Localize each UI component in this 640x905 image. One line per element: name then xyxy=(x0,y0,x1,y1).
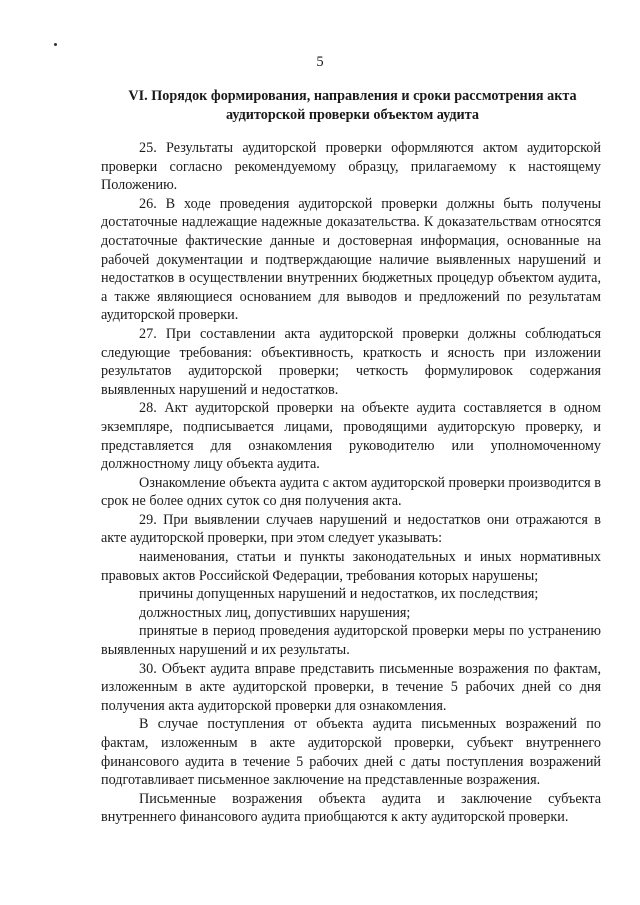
paragraph-29-item-1: наименования, статьи и пункты законодательных и иных нормативных правовых актов Российской Федерации, требования которых нарушены; xyxy=(101,549,601,584)
paragraph-30-attachment: Письменные возражения объекта аудита и заключение субъекта внутреннего финансового аудита приобщаются к акту аудиторской проверки. xyxy=(101,790,601,826)
paragraph-29-item-3: должностных лиц, допустивших нарушения; xyxy=(139,604,411,621)
scan-speck xyxy=(54,43,57,46)
paragraph-30: 30. Объект аудита вправе представить письменные возражения по фактам, изложенным в акте аудиторской проверки, в течение 5 рабочих дней со дня получения акта аудиторской проверки для ознакомления. xyxy=(101,660,601,714)
paragraph-29-item-2: причины допущенных нарушений и недостатков, их последствия; xyxy=(139,586,539,603)
section-heading-line-1: VI. Порядок формирования, направления и сроки рассмотрения акта xyxy=(128,88,577,104)
page-number: 5 xyxy=(316,54,324,70)
paragraph-28-review: Ознакомление объекта аудита с актом аудиторской проверки производится в срок не более одних суток со дня получения акта. xyxy=(101,474,601,510)
section-heading xyxy=(100,87,605,125)
paragraph-28: 28. Акт аудиторской проверки на объекте аудита составляется в одном экземпляре, подписывается лицами, проводящими аудиторскую проверку, и представляется для ознакомления руководителю или уполномоченному должностному лицу объекта аудита. xyxy=(101,400,601,473)
paragraph-26: 26. В ходе проведения аудиторской проверки должны быть получены достаточные надлежащие надежные доказательства. К доказательствам относятся достаточные фактические данные и достоверная информация, основанные на рабочей документации и подтверждающие наличие выявленных нарушений и недостатков в осуществлении внутренних бюджетных процедур объектом аудита, а также являющиеся основанием для выводов и предложений по результатам аудиторской проверки. xyxy=(101,195,601,324)
paragraph-27: 27. При составлении акта аудиторской проверки должны соблюдаться следующие требования: объективность, краткость и ясность при изложении результатов аудиторской проверки; четкость формулировок содержания выявленных нарушений и недостатков. xyxy=(101,325,601,398)
document-body xyxy=(101,139,601,827)
section-heading-line-2: аудиторской проверки объектом аудита xyxy=(226,107,479,123)
paragraph-30-objections: В случае поступления от объекта аудита письменных возражений по фактам, изложенным в акте аудиторской проверки, субъект внутреннего финансового аудита в течение 5 рабочих дней с даты поступления возражений подготавливает письменное заключение на представленные возражения. xyxy=(101,716,601,789)
paragraph-29-item-4: принятые в период проведения аудиторской проверки меры по устранению выявленных нарушений и их результаты. xyxy=(101,623,601,659)
paragraph-25: 25. Результаты аудиторской проверки оформляются актом аудиторской проверки согласно рекомендуемому образцу, прилагаемому к настоящему Положению. xyxy=(101,140,601,194)
paragraph-29: 29. При выявлении случаев нарушений и недостатков они отражаются в акте аудиторской проверки, при этом следует указывать: xyxy=(101,511,601,547)
